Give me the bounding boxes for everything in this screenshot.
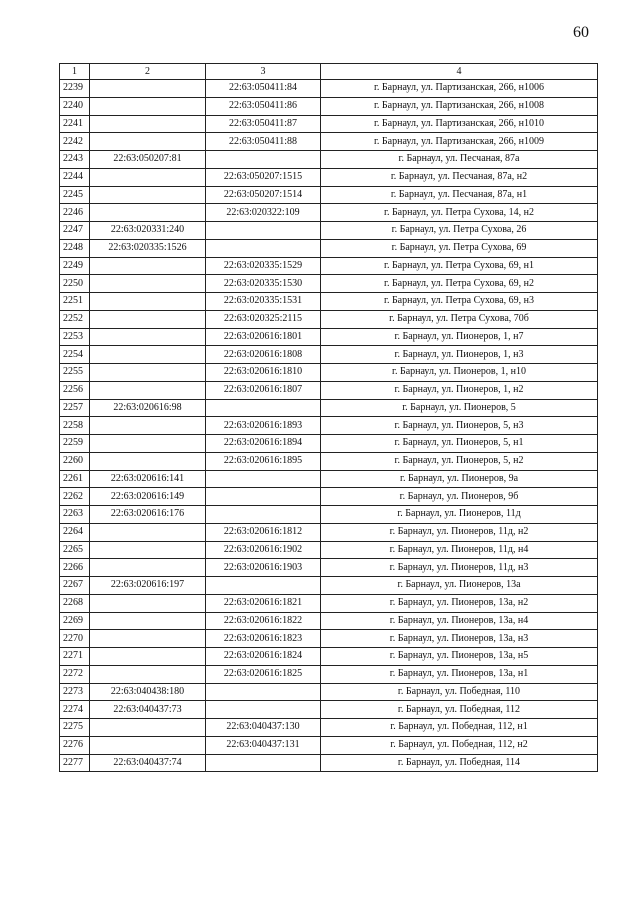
land-cadastral-number-cell	[90, 364, 206, 382]
land-cadastral-number-cell	[90, 328, 206, 346]
row-number-cell: 2273	[60, 683, 90, 701]
address-cell: г. Барнаул, ул. Пионеров, 1, н10	[321, 364, 598, 382]
row-number-cell: 2248	[60, 239, 90, 257]
address-cell: г. Барнаул, ул. Песчаная, 87а	[321, 151, 598, 169]
land-cadastral-number-cell	[90, 168, 206, 186]
row-number-cell: 2265	[60, 541, 90, 559]
land-cadastral-number-cell: 22:63:040437:73	[90, 701, 206, 719]
land-cadastral-number-cell	[90, 719, 206, 737]
table-row	[60, 577, 598, 595]
premises-cadastral-number-cell: 22:63:050207:1514	[206, 186, 321, 204]
table-row	[60, 399, 598, 417]
address-cell: г. Барнаул, ул. Пионеров, 1, н7	[321, 328, 598, 346]
table-row	[60, 701, 598, 719]
table-row	[60, 488, 598, 506]
premises-cadastral-number-cell: 22:63:020616:1821	[206, 594, 321, 612]
land-cadastral-number-cell	[90, 452, 206, 470]
land-cadastral-number-cell	[90, 435, 206, 453]
premises-cadastral-number-cell: 22:63:020322:109	[206, 204, 321, 222]
premises-cadastral-number-cell: 22:63:020616:1823	[206, 630, 321, 648]
address-cell: г. Барнаул, ул. Пионеров, 11д	[321, 506, 598, 524]
address-cell: г. Барнаул, ул. Пионеров, 11д, н4	[321, 541, 598, 559]
premises-cadastral-number-cell: 22:63:040437:130	[206, 719, 321, 737]
row-number-cell: 2255	[60, 364, 90, 382]
land-cadastral-number-cell	[90, 133, 206, 151]
table-row	[60, 559, 598, 577]
land-cadastral-number-cell	[90, 186, 206, 204]
premises-cadastral-number-cell	[206, 239, 321, 257]
land-cadastral-number-cell	[90, 310, 206, 328]
column-header-1: 1	[60, 64, 90, 80]
table-row	[60, 204, 598, 222]
address-cell: г. Барнаул, ул. Петра Сухова, 14, н2	[321, 204, 598, 222]
premises-cadastral-number-cell: 22:63:020616:1902	[206, 541, 321, 559]
premises-cadastral-number-cell: 22:63:020616:1812	[206, 523, 321, 541]
row-number-cell: 2266	[60, 559, 90, 577]
row-number-cell: 2247	[60, 222, 90, 240]
row-number-cell: 2251	[60, 293, 90, 311]
row-number-cell: 2261	[60, 470, 90, 488]
row-number-cell: 2239	[60, 80, 90, 98]
address-cell: г. Барнаул, ул. Победная, 114	[321, 754, 598, 772]
land-cadastral-number-cell	[90, 293, 206, 311]
land-cadastral-number-cell	[90, 541, 206, 559]
table-row	[60, 186, 598, 204]
table-row	[60, 630, 598, 648]
address-cell: г. Барнаул, ул. Пионеров, 5, н3	[321, 417, 598, 435]
address-cell: г. Барнаул, ул. Пионеров, 11д, н3	[321, 559, 598, 577]
land-cadastral-number-cell: 22:63:020616:141	[90, 470, 206, 488]
row-number-cell: 2245	[60, 186, 90, 204]
address-cell: г. Барнаул, ул. Пионеров, 9а	[321, 470, 598, 488]
row-number-cell: 2242	[60, 133, 90, 151]
table-row	[60, 665, 598, 683]
table-row	[60, 133, 598, 151]
premises-cadastral-number-cell: 22:63:020616:1824	[206, 648, 321, 666]
table-row	[60, 275, 598, 293]
address-cell: г. Барнаул, ул. Победная, 112	[321, 701, 598, 719]
column-header-3: 3	[206, 64, 321, 80]
land-cadastral-number-cell	[90, 612, 206, 630]
address-cell: г. Барнаул, ул. Пионеров, 13а	[321, 577, 598, 595]
address-cell: г. Барнаул, ул. Пионеров, 5, н2	[321, 452, 598, 470]
table-header-row	[60, 64, 598, 80]
land-cadastral-number-cell	[90, 115, 206, 133]
address-cell: г. Барнаул, ул. Петра Сухова, 69	[321, 239, 598, 257]
address-cell: г. Барнаул, ул. Песчаная, 87а, н2	[321, 168, 598, 186]
table-row	[60, 594, 598, 612]
land-cadastral-number-cell: 22:63:020335:1526	[90, 239, 206, 257]
row-number-cell: 2259	[60, 435, 90, 453]
row-number-cell: 2243	[60, 151, 90, 169]
table-row	[60, 541, 598, 559]
land-cadastral-number-cell	[90, 736, 206, 754]
premises-cadastral-number-cell: 22:63:020335:1529	[206, 257, 321, 275]
premises-cadastral-number-cell	[206, 683, 321, 701]
land-cadastral-number-cell	[90, 594, 206, 612]
land-cadastral-number-cell	[90, 97, 206, 115]
row-number-cell: 2277	[60, 754, 90, 772]
row-number-cell: 2256	[60, 381, 90, 399]
row-number-cell: 2257	[60, 399, 90, 417]
land-cadastral-number-cell	[90, 204, 206, 222]
land-cadastral-number-cell: 22:63:050207:81	[90, 151, 206, 169]
premises-cadastral-number-cell: 22:63:020335:1531	[206, 293, 321, 311]
column-header-2: 2	[90, 64, 206, 80]
row-number-cell: 2270	[60, 630, 90, 648]
address-cell: г. Барнаул, ул. Пионеров, 5	[321, 399, 598, 417]
registry-table	[59, 63, 598, 772]
land-cadastral-number-cell	[90, 417, 206, 435]
column-header-4: 4	[321, 64, 598, 80]
table-row	[60, 683, 598, 701]
address-cell: г. Барнаул, ул. Петра Сухова, 69, н3	[321, 293, 598, 311]
row-number-cell: 2240	[60, 97, 90, 115]
table-row	[60, 168, 598, 186]
address-cell: г. Барнаул, ул. Пионеров, 13а, н4	[321, 612, 598, 630]
address-cell: г. Барнаул, ул. Пионеров, 5, н1	[321, 435, 598, 453]
table-row	[60, 346, 598, 364]
premises-cadastral-number-cell: 22:63:020335:1530	[206, 275, 321, 293]
table-row	[60, 364, 598, 382]
table-row	[60, 239, 598, 257]
row-number-cell: 2268	[60, 594, 90, 612]
premises-cadastral-number-cell: 22:63:020616:1825	[206, 665, 321, 683]
address-cell: г. Барнаул, ул. Песчаная, 87а, н1	[321, 186, 598, 204]
land-cadastral-number-cell: 22:63:020616:149	[90, 488, 206, 506]
land-cadastral-number-cell: 22:63:020616:176	[90, 506, 206, 524]
premises-cadastral-number-cell	[206, 222, 321, 240]
table-row	[60, 452, 598, 470]
address-cell: г. Барнаул, ул. Партизанская, 266, н1010	[321, 115, 598, 133]
premises-cadastral-number-cell: 22:63:020616:1810	[206, 364, 321, 382]
table-row	[60, 470, 598, 488]
address-cell: г. Барнаул, ул. Пионеров, 1, н2	[321, 381, 598, 399]
row-number-cell: 2252	[60, 310, 90, 328]
page-number: 60	[573, 24, 589, 41]
address-cell: г. Барнаул, ул. Пионеров, 11д, н2	[321, 523, 598, 541]
land-cadastral-number-cell	[90, 559, 206, 577]
land-cadastral-number-cell	[90, 630, 206, 648]
row-number-cell: 2250	[60, 275, 90, 293]
table-row	[60, 648, 598, 666]
land-cadastral-number-cell: 22:63:020616:197	[90, 577, 206, 595]
land-cadastral-number-cell	[90, 648, 206, 666]
row-number-cell: 2246	[60, 204, 90, 222]
row-number-cell: 2275	[60, 719, 90, 737]
address-cell: г. Барнаул, ул. Петра Сухова, 69, н1	[321, 257, 598, 275]
premises-cadastral-number-cell: 22:63:020616:1893	[206, 417, 321, 435]
premises-cadastral-number-cell	[206, 754, 321, 772]
table-row	[60, 754, 598, 772]
land-cadastral-number-cell	[90, 381, 206, 399]
land-cadastral-number-cell: 22:63:020331:240	[90, 222, 206, 240]
row-number-cell: 2254	[60, 346, 90, 364]
address-cell: г. Барнаул, ул. Пионеров, 13а, н5	[321, 648, 598, 666]
row-number-cell: 2276	[60, 736, 90, 754]
premises-cadastral-number-cell	[206, 399, 321, 417]
premises-cadastral-number-cell: 22:63:050411:88	[206, 133, 321, 151]
row-number-cell: 2272	[60, 665, 90, 683]
table-row	[60, 293, 598, 311]
address-cell: г. Барнаул, ул. Пионеров, 9б	[321, 488, 598, 506]
table-row	[60, 151, 598, 169]
table-row	[60, 417, 598, 435]
land-cadastral-number-cell: 22:63:020616:98	[90, 399, 206, 417]
premises-cadastral-number-cell	[206, 701, 321, 719]
premises-cadastral-number-cell: 22:63:020325:2115	[206, 310, 321, 328]
row-number-cell: 2264	[60, 523, 90, 541]
row-number-cell: 2269	[60, 612, 90, 630]
address-cell: г. Барнаул, ул. Партизанская, 266, н1008	[321, 97, 598, 115]
address-cell: г. Барнаул, ул. Пионеров, 13а, н1	[321, 665, 598, 683]
premises-cadastral-number-cell: 22:63:020616:1801	[206, 328, 321, 346]
address-cell: г. Барнаул, ул. Партизанская, 266, н1009	[321, 133, 598, 151]
land-cadastral-number-cell	[90, 346, 206, 364]
address-cell: г. Барнаул, ул. Партизанская, 266, н1006	[321, 80, 598, 98]
premises-cadastral-number-cell: 22:63:040437:131	[206, 736, 321, 754]
premises-cadastral-number-cell: 22:63:050411:84	[206, 80, 321, 98]
table-row	[60, 506, 598, 524]
table-row	[60, 736, 598, 754]
land-cadastral-number-cell	[90, 523, 206, 541]
address-cell: г. Барнаул, ул. Петра Сухова, 69, н2	[321, 275, 598, 293]
premises-cadastral-number-cell	[206, 151, 321, 169]
table-row	[60, 719, 598, 737]
address-cell: г. Барнаул, ул. Победная, 112, н2	[321, 736, 598, 754]
premises-cadastral-number-cell	[206, 488, 321, 506]
table-row	[60, 80, 598, 98]
address-cell: г. Барнаул, ул. Петра Сухова, 26	[321, 222, 598, 240]
row-number-cell: 2271	[60, 648, 90, 666]
land-cadastral-number-cell	[90, 665, 206, 683]
premises-cadastral-number-cell: 22:63:020616:1903	[206, 559, 321, 577]
premises-cadastral-number-cell: 22:63:050207:1515	[206, 168, 321, 186]
row-number-cell: 2262	[60, 488, 90, 506]
address-cell: г. Барнаул, ул. Пионеров, 1, н3	[321, 346, 598, 364]
table-row	[60, 523, 598, 541]
premises-cadastral-number-cell: 22:63:020616:1822	[206, 612, 321, 630]
premises-cadastral-number-cell	[206, 577, 321, 595]
land-cadastral-number-cell	[90, 257, 206, 275]
premises-cadastral-number-cell: 22:63:020616:1807	[206, 381, 321, 399]
address-cell: г. Барнаул, ул. Победная, 112, н1	[321, 719, 598, 737]
premises-cadastral-number-cell: 22:63:020616:1808	[206, 346, 321, 364]
row-number-cell: 2274	[60, 701, 90, 719]
table-row	[60, 612, 598, 630]
table-row	[60, 115, 598, 133]
address-cell: г. Барнаул, ул. Победная, 110	[321, 683, 598, 701]
row-number-cell: 2253	[60, 328, 90, 346]
premises-cadastral-number-cell: 22:63:020616:1894	[206, 435, 321, 453]
table-body	[60, 80, 598, 772]
land-cadastral-number-cell: 22:63:040438:180	[90, 683, 206, 701]
row-number-cell: 2244	[60, 168, 90, 186]
row-number-cell: 2249	[60, 257, 90, 275]
table-row	[60, 222, 598, 240]
land-cadastral-number-cell	[90, 275, 206, 293]
row-number-cell: 2263	[60, 506, 90, 524]
address-cell: г. Барнаул, ул. Пионеров, 13а, н3	[321, 630, 598, 648]
row-number-cell: 2258	[60, 417, 90, 435]
table-row	[60, 257, 598, 275]
land-cadastral-number-cell	[90, 80, 206, 98]
row-number-cell: 2267	[60, 577, 90, 595]
table-row	[60, 310, 598, 328]
premises-cadastral-number-cell: 22:63:050411:87	[206, 115, 321, 133]
table-row	[60, 435, 598, 453]
row-number-cell: 2260	[60, 452, 90, 470]
premises-cadastral-number-cell	[206, 470, 321, 488]
land-cadastral-number-cell: 22:63:040437:74	[90, 754, 206, 772]
table-row	[60, 97, 598, 115]
address-cell: г. Барнаул, ул. Пионеров, 13а, н2	[321, 594, 598, 612]
premises-cadastral-number-cell: 22:63:050411:86	[206, 97, 321, 115]
row-number-cell: 2241	[60, 115, 90, 133]
premises-cadastral-number-cell	[206, 506, 321, 524]
premises-cadastral-number-cell: 22:63:020616:1895	[206, 452, 321, 470]
table-row	[60, 328, 598, 346]
address-cell: г. Барнаул, ул. Петра Сухова, 70б	[321, 310, 598, 328]
table-row	[60, 381, 598, 399]
